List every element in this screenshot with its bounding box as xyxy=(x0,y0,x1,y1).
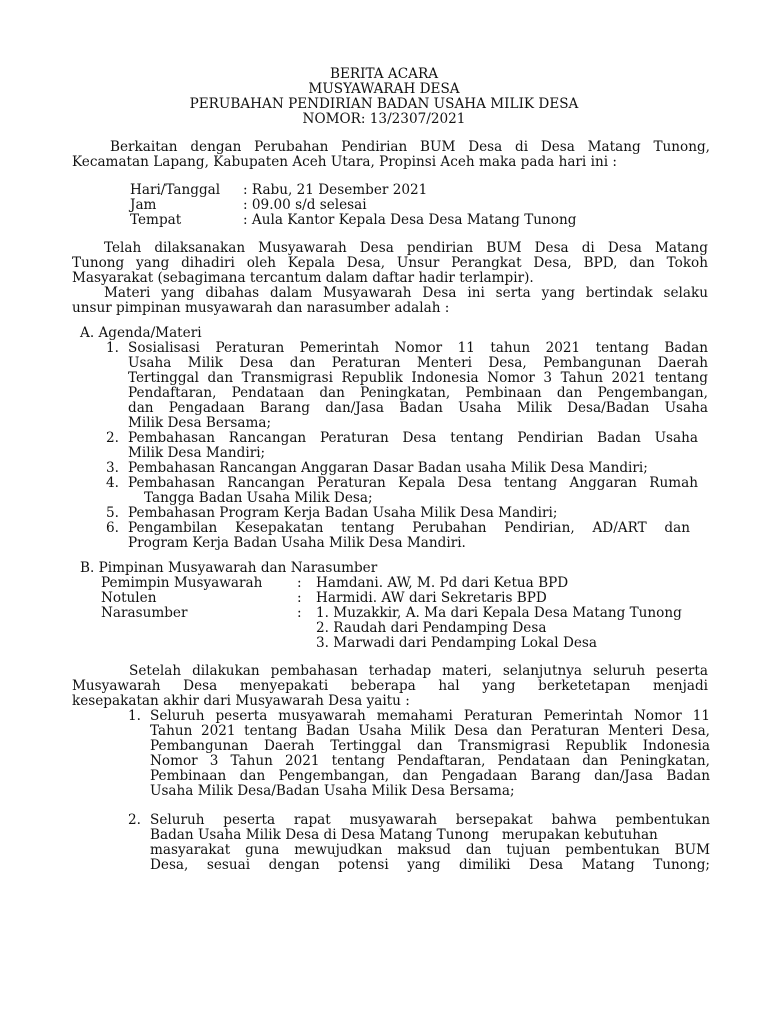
leader-value: Hamdani. AW, M. Pd dari Ketua BPD xyxy=(316,575,569,591)
schedule-value-time: : 09.00 s/d selesai xyxy=(243,197,367,213)
paragraph1-line-2: Tunong yang dihadiri oleh Kepala Desa, Unsur Perangkat Desa, BPD, dan Tokoh xyxy=(72,255,708,271)
agreement-line: Seluruh peserta musyawarah memahami Peraturan Pemerintah Nomor 11 xyxy=(150,708,710,724)
agenda-line: Program Kerja Badan Usaha Milik Desa Mandiri. xyxy=(128,535,466,551)
section-a-heading: A. Agenda/Materi xyxy=(80,325,202,341)
intro-line-2: Kecamatan Lapang, Kabupaten Aceh Utara, Propinsi Aceh maka pada hari ini : xyxy=(72,154,617,170)
agenda-line: Pendaftaran, Pendataan dan Peningkatan, Pembinaan dan Pengembangan, xyxy=(128,385,708,401)
schedule-label-time: Jam xyxy=(130,197,157,213)
schedule-value-place: : Aula Kantor Kepala Desa Desa Matang Tunong xyxy=(243,212,577,228)
document-title: BERITA ACARA xyxy=(329,66,439,82)
speaker-value: 1. Muzakkir, A. Ma dari Kepala Desa Matang Tunong xyxy=(316,605,682,621)
notulen-value: Harmidi. AW dari Sekretaris BPD xyxy=(316,590,547,606)
speaker-extra: 2. Raudah dari Pendamping Desa xyxy=(316,620,547,636)
section-b-heading: B. Pimpinan Musyawarah dan Narasumber xyxy=(80,560,378,576)
paragraph1-line-1: Telah dilaksanakan Musyawarah Desa pendirian BUM Desa di Desa Matang xyxy=(104,240,708,256)
agreement-line: Nomor 3 Tahun 2021 tentang Pendaftaran, Pendataan dan Peningkatan, xyxy=(150,753,710,769)
agreement-line: Seluruh peserta rapat musyawarah bersepakat bahwa pembentukan xyxy=(150,812,710,828)
paragraph3-line-2: Musyawarah Desa menyepakati beberapa hal yang berketetapan menjadi xyxy=(72,678,708,694)
paragraph1-line-3: Masyarakat (sebagimana tercantum dalam daftar hadir terlampir). xyxy=(72,270,534,286)
agenda-number: 1. xyxy=(106,340,119,356)
agenda-line: Pembahasan Program Kerja Badan Usaha Milik Desa Mandiri; xyxy=(128,505,558,521)
agreement-line: Badan Usaha Milik Desa di Desa Matang Tunong merupakan kebutuhan xyxy=(150,827,658,843)
leader-label: Pemimpin Musyawarah xyxy=(101,575,263,591)
agenda-line: Pembahasan Rancangan Peraturan Desa tentang Pendirian Badan Usaha xyxy=(128,430,698,446)
leader-colon: : xyxy=(297,575,302,591)
paragraph2-line-1: Materi yang dibahas dalam Musyawarah Desa ini serta yang bertindak selaku xyxy=(104,285,708,301)
intro-line-1: Berkaitan dengan Perubahan Pendirian BUM Desa di Desa Matang Tunong, xyxy=(110,139,710,155)
schedule-value-day: : Rabu, 21 Desember 2021 xyxy=(243,182,428,198)
agenda-number: 3. xyxy=(106,460,119,476)
agreement-line: masyarakat guna mewujudkan maksud dan tujuan pembentukan BUM xyxy=(150,842,710,858)
agenda-line: dan Pengadaan Barang dan/Jasa Badan Usaha Milik Desa/Badan Usaha xyxy=(128,400,708,416)
agenda-line: Sosialisasi Peraturan Pemerintah Nomor 11 tahun 2021 tentang Badan xyxy=(128,340,708,356)
agenda-line: Pembahasan Rancangan Peraturan Kepala Desa tentang Anggaran Rumah xyxy=(128,475,698,491)
speaker-colon: : xyxy=(297,605,302,621)
agenda-number: 5. xyxy=(106,505,119,521)
agenda-line: Pengambilan Kesepakatan tentang Perubahan Pendirian, AD/ART dan xyxy=(128,520,690,536)
agenda-number: 4. xyxy=(106,475,119,491)
notulen-colon: : xyxy=(297,590,302,606)
agreement-line: Pembangunan Daerah Tertinggal dan Transmigrasi Republik Indonesia xyxy=(150,738,710,754)
agreement-number: 1. xyxy=(128,708,141,724)
agenda-line: Tangga Badan Usaha Milik Desa; xyxy=(144,490,373,506)
agenda-line: Milik Desa Bersama; xyxy=(128,415,272,431)
speaker-extra: 3. Marwadi dari Pendamping Lokal Desa xyxy=(316,635,598,651)
agenda-line: Milik Desa Mandiri; xyxy=(128,445,266,461)
agreement-line: Pembinaan dan Pengembangan, dan Pengadaan Barang dan/Jasa Badan xyxy=(150,768,710,784)
agreement-line: Tahun 2021 tentang Badan Usaha Milik Desa dan Peraturan Menteri Desa, xyxy=(150,723,710,739)
agenda-line: Pembahasan Rancangan Anggaran Dasar Badan usaha Milik Desa Mandiri; xyxy=(128,460,648,476)
agenda-number: 2. xyxy=(106,430,119,446)
agreement-number: 2. xyxy=(128,812,141,828)
paragraph3-line-3: kesepakatan akhir dari Musyawarah Desa yaitu : xyxy=(72,693,410,709)
agenda-line: Tertinggal dan Transmigrasi Republik Indonesia Nomor 3 Tahun 2021 tentang xyxy=(128,370,708,386)
document-topic: PERUBAHAN PENDIRIAN BADAN USAHA MILIK DESA xyxy=(189,96,579,112)
paragraph2-line-2: unsur pimpinan musyawarah dan narasumber adalah : xyxy=(72,300,450,316)
agenda-number: 6. xyxy=(106,520,119,536)
schedule-label-place: Tempat xyxy=(130,212,182,228)
schedule-label-day: Hari/Tanggal xyxy=(130,182,221,198)
document-number: NOMOR: 13/2307/2021 xyxy=(302,111,466,127)
notulen-label: Notulen xyxy=(101,590,157,606)
document-subtitle: MUSYAWARAH DESA xyxy=(308,81,460,97)
agreement-line: Desa, sesuai dengan potensi yang dimiliki Desa Matang Tunong; xyxy=(150,857,710,873)
agreement-line: Usaha Milik Desa/Badan Usaha Milik Desa Bersama; xyxy=(150,783,515,799)
paragraph3-line-1: Setelah dilakukan pembahasan terhadap materi, selanjutnya seluruh peserta xyxy=(129,663,708,679)
agenda-line: Usaha Milik Desa dan Peraturan Menteri Desa, Pembangunan Daerah xyxy=(128,355,708,371)
speaker-label: Narasumber xyxy=(101,605,188,621)
